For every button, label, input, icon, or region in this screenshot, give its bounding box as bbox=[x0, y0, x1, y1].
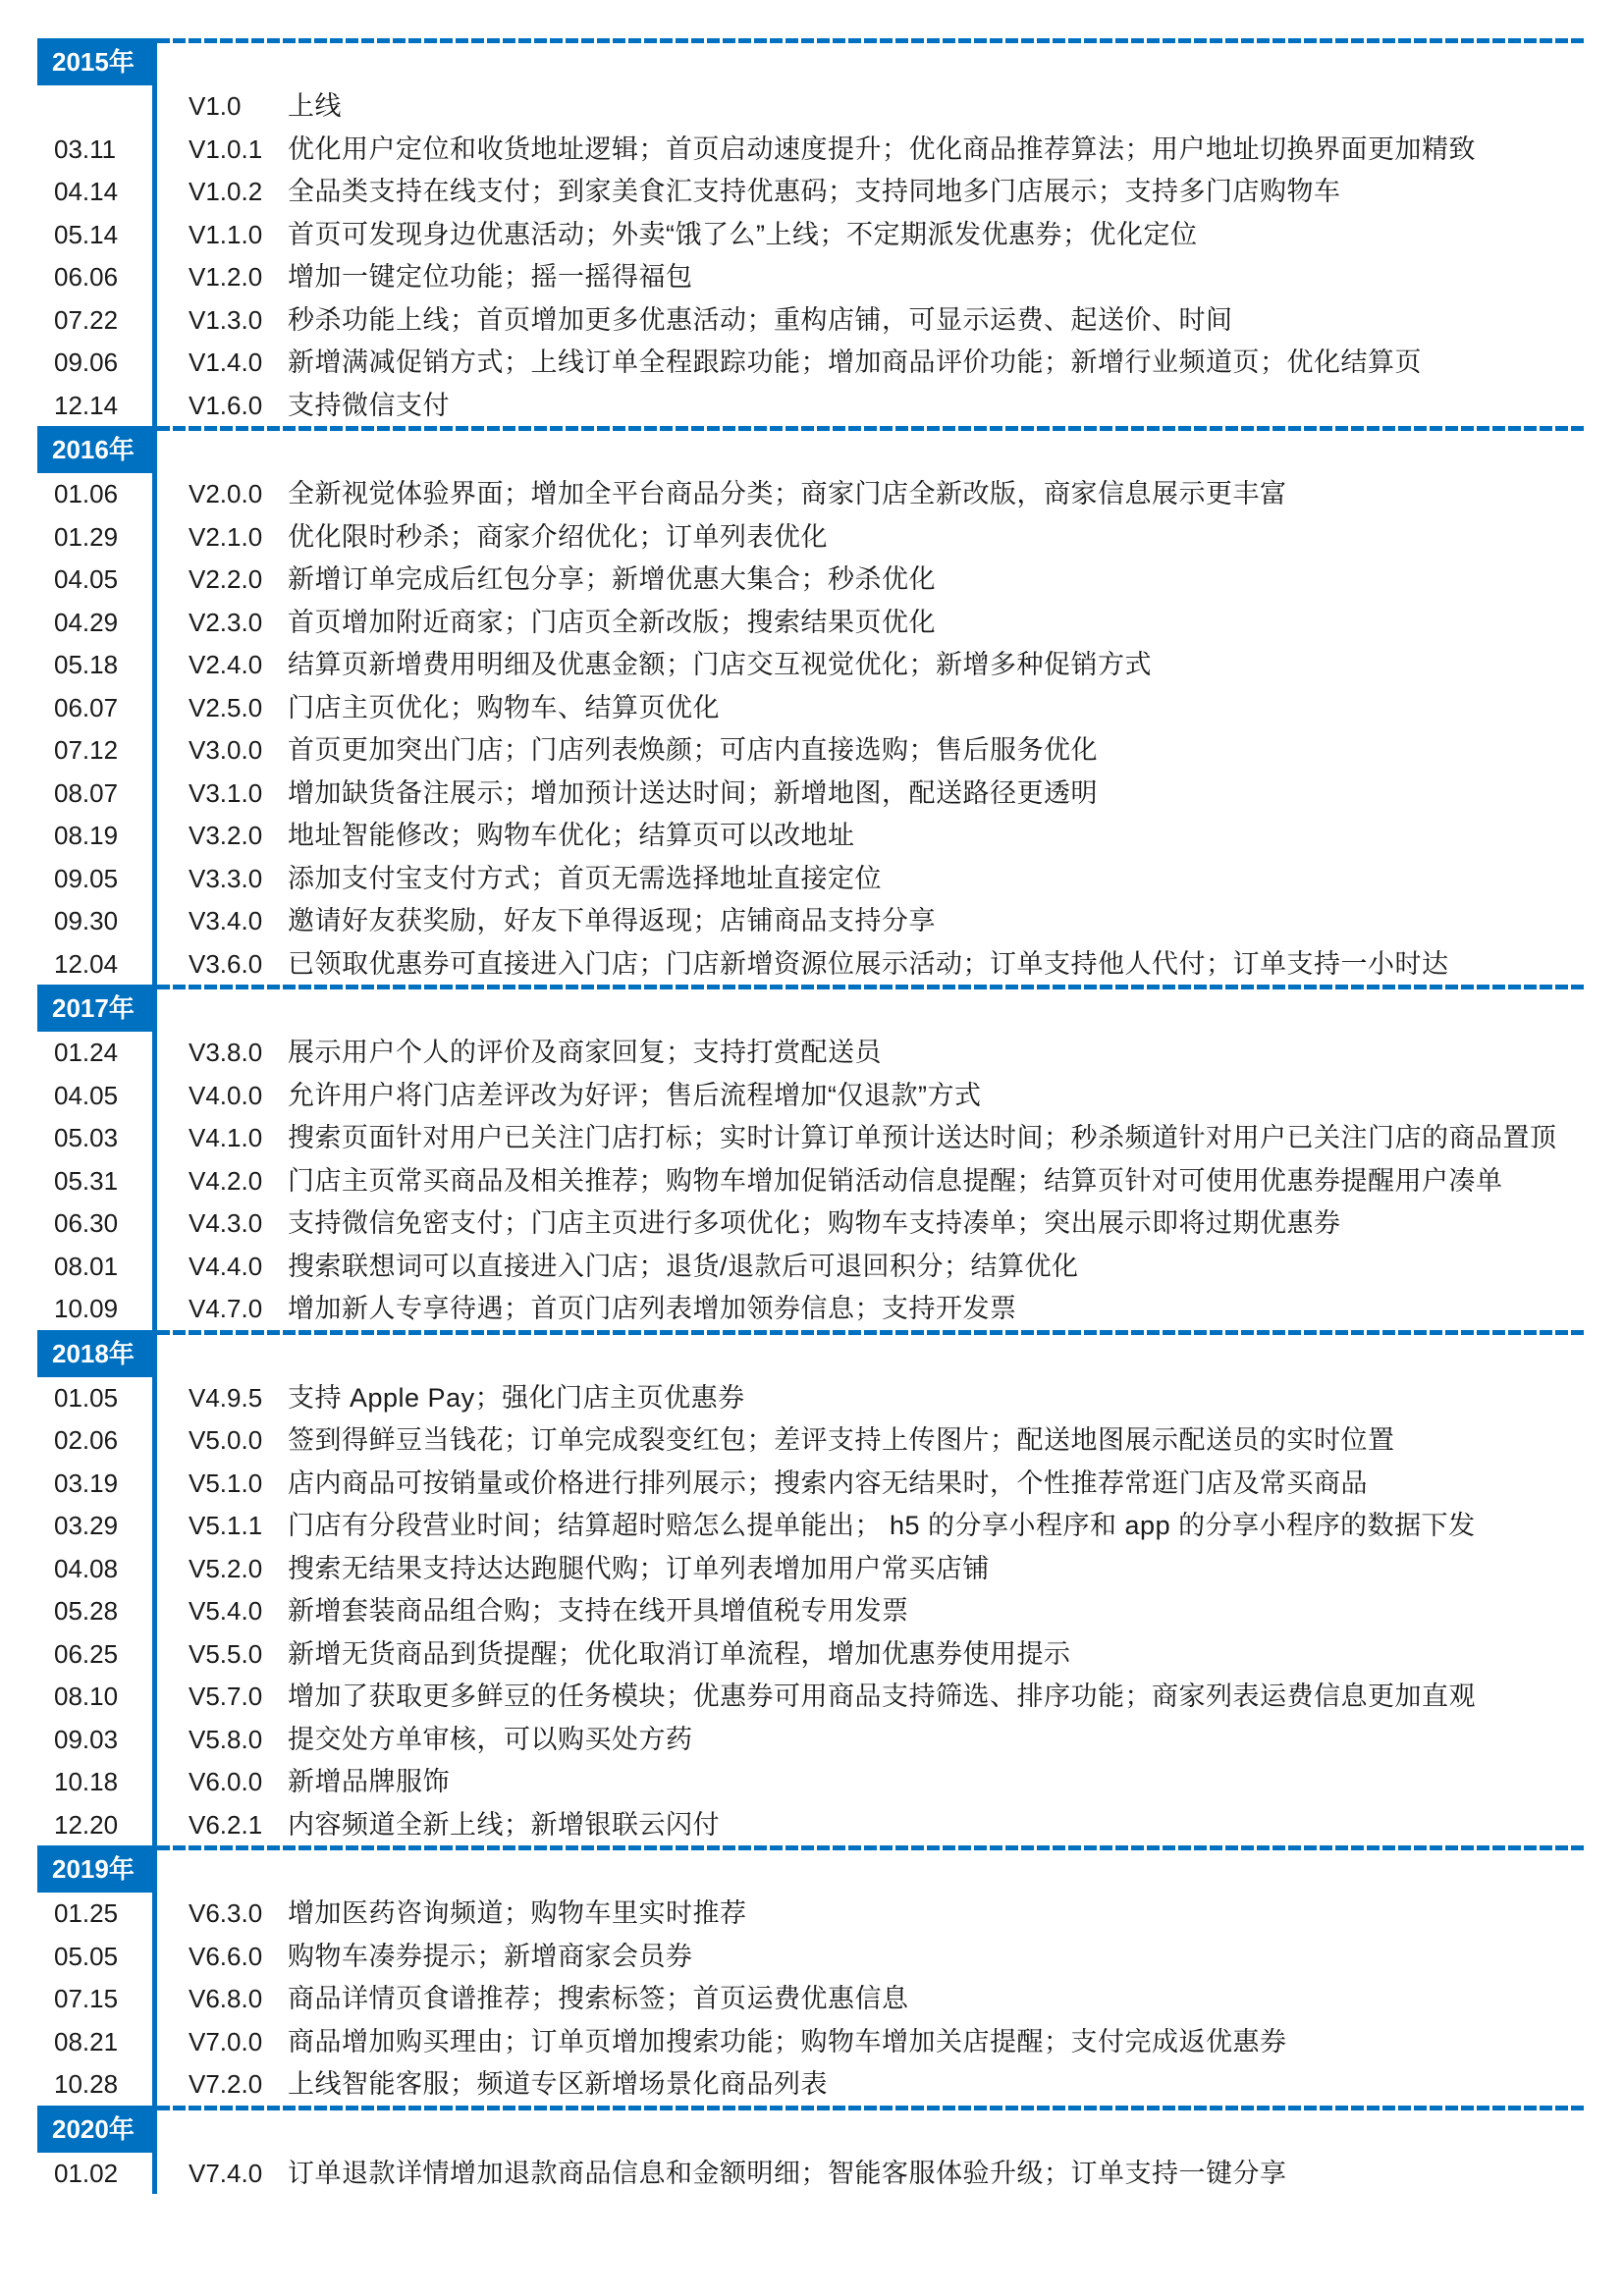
entry-date: 07.22 bbox=[54, 304, 119, 335]
entry-date: 04.08 bbox=[54, 1553, 119, 1583]
entry-description: 签到得鲜豆当钱花；订单完成裂变红包；差评支持上传图片；配送地图展示配送员的实时位置 bbox=[288, 1425, 1395, 1455]
entry-version: V5.7.0 bbox=[189, 1682, 263, 1711]
entry-description: 店内商品可按销量或价格进行排列展示；搜索内容无结果时，个性推荐常逛门店及常买商品 bbox=[288, 1468, 1368, 1498]
entry-description: 搜索无结果支持达达跑腿代购；订单列表增加用户常买店铺 bbox=[288, 1553, 990, 1583]
entry-version: V1.0.1 bbox=[189, 133, 263, 164]
timeline-entry bbox=[0, 1378, 1624, 1417]
entry-date: 08.10 bbox=[54, 1682, 119, 1711]
entry-version: V3.3.0 bbox=[189, 863, 263, 893]
entry-version: V3.8.0 bbox=[189, 1038, 263, 1067]
timeline-entry bbox=[0, 215, 1624, 254]
entry-version: V2.2.0 bbox=[189, 564, 263, 594]
timeline-entry bbox=[0, 688, 1624, 727]
entry-date: 04.29 bbox=[54, 607, 119, 637]
timeline-entry bbox=[0, 2022, 1624, 2061]
entry-version: V3.4.0 bbox=[189, 906, 263, 935]
entry-description: 新增订单完成后红包分享；新增优惠大集合；秒杀优化 bbox=[288, 564, 936, 594]
entry-description: 新增无货商品到货提醒；优化取消订单流程，增加优惠券使用提示 bbox=[288, 1638, 1071, 1669]
timeline-entry bbox=[0, 1161, 1624, 1201]
entry-version: V1.0.2 bbox=[189, 177, 263, 206]
entry-description: 增加一键定位功能；摇一摇得福包 bbox=[288, 262, 693, 292]
entry-version: V4.1.0 bbox=[189, 1123, 263, 1152]
entry-version: V6.2.1 bbox=[189, 1809, 263, 1840]
entry-description: 首页更加突出门店；门店列表焕颜；可店内直接选购；售后服务优化 bbox=[288, 735, 1098, 765]
entry-version: V4.2.0 bbox=[189, 1165, 263, 1196]
entry-version: V2.3.0 bbox=[189, 607, 263, 637]
entry-description: 商品详情页食谱推荐；搜索标签；首页运费优惠信息 bbox=[288, 1984, 909, 2013]
entry-date: 04.14 bbox=[54, 177, 119, 206]
year-label: 2015年 bbox=[37, 38, 157, 85]
entry-version: V7.2.0 bbox=[189, 2069, 263, 2099]
timeline-entry bbox=[0, 1762, 1624, 1801]
year-divider-dashed-line bbox=[157, 1330, 1586, 1335]
entry-description: 上线 bbox=[288, 91, 342, 121]
entry-date: 12.14 bbox=[54, 390, 119, 420]
entry-version: V1.3.0 bbox=[189, 304, 263, 335]
timeline-entry bbox=[0, 172, 1624, 211]
timeline-entry bbox=[0, 859, 1624, 898]
timeline-entry bbox=[0, 343, 1624, 382]
year-label: 2018年 bbox=[37, 1330, 157, 1377]
entry-description: 秒杀功能上线；首页增加更多优惠活动；重构店铺，可显示运费、起送价、时间 bbox=[288, 304, 1233, 335]
entry-version: V4.4.0 bbox=[189, 1251, 263, 1281]
year-divider-dashed-line bbox=[157, 426, 1586, 431]
entry-version: V5.8.0 bbox=[189, 1724, 263, 1754]
timeline-entry bbox=[0, 1634, 1624, 1674]
entry-version: V1.1.0 bbox=[189, 219, 263, 249]
timeline-entry bbox=[0, 1420, 1624, 1460]
entry-description: 展示用户个人的评价及商家回复；支持打赏配送员 bbox=[288, 1038, 882, 1067]
entry-date: 03.29 bbox=[54, 1511, 119, 1540]
timeline-entry bbox=[0, 730, 1624, 770]
entry-date: 04.05 bbox=[54, 564, 119, 594]
entry-date: 05.31 bbox=[54, 1165, 119, 1196]
year-divider-dashed-line bbox=[157, 38, 1586, 43]
entry-version: V1.0 bbox=[189, 91, 242, 121]
year-label: 2020年 bbox=[37, 2106, 157, 2153]
entry-version: V6.8.0 bbox=[189, 1984, 263, 2013]
year-label: 2019年 bbox=[37, 1845, 157, 1893]
timeline-entry bbox=[0, 2064, 1624, 2104]
timeline-entry bbox=[0, 1247, 1624, 1286]
entry-description: 上线智能客服；频道专区新增场景化商品列表 bbox=[288, 2069, 828, 2099]
entry-version: V1.2.0 bbox=[189, 262, 263, 292]
timeline-entry bbox=[0, 603, 1624, 642]
timeline-entry bbox=[0, 1464, 1624, 1503]
entry-version: V2.0.0 bbox=[189, 479, 263, 508]
timeline-entry bbox=[0, 1677, 1624, 1716]
entry-description: 首页增加附近商家；门店页全新改版；搜索结果页优化 bbox=[288, 607, 936, 637]
entry-date: 01.29 bbox=[54, 521, 119, 552]
entry-date: 05.03 bbox=[54, 1123, 119, 1152]
entry-description: 门店有分段营业时间；结算超时赔怎么提单能出； h5 的分享小程序和 app 的分享小程序的数据下发 bbox=[288, 1511, 1476, 1540]
entry-version: V2.1.0 bbox=[189, 521, 263, 552]
entry-version: V4.3.0 bbox=[189, 1208, 263, 1238]
entry-date: 04.05 bbox=[54, 1080, 119, 1110]
entry-description: 优化限时秒杀；商家介绍优化；订单列表优化 bbox=[288, 521, 828, 552]
entry-version: V6.3.0 bbox=[189, 1898, 263, 1928]
entry-description: 已领取优惠券可直接进入门店；门店新增资源位展示活动；订单支持他人代付；订单支持一小时达 bbox=[288, 948, 1449, 979]
entry-date: 07.12 bbox=[54, 735, 119, 765]
timeline-entry bbox=[0, 86, 1624, 126]
year-label: 2017年 bbox=[37, 985, 157, 1032]
entry-date: 03.19 bbox=[54, 1468, 119, 1498]
entry-version: V6.6.0 bbox=[189, 1941, 263, 1971]
entry-date: 05.28 bbox=[54, 1596, 119, 1626]
entry-description: 支持微信免密支付；门店主页进行多项优化；购物车支持凑单；突出展示即将过期优惠券 bbox=[288, 1208, 1341, 1238]
entry-description: 结算页新增费用明细及优惠金额；门店交互视觉优化；新增多种促销方式 bbox=[288, 650, 1152, 679]
entry-date: 12.20 bbox=[54, 1809, 119, 1840]
timeline-entry bbox=[0, 1591, 1624, 1630]
year-divider-dashed-line bbox=[157, 985, 1586, 989]
entry-description: 新增套装商品组合购；支持在线开具增值税专用发票 bbox=[288, 1596, 909, 1626]
entry-version: V2.5.0 bbox=[189, 692, 263, 722]
entry-description: 优化用户定位和收货地址逻辑；首页启动速度提升；优化商品推荐算法；用户地址切换界面更加精致 bbox=[288, 133, 1476, 164]
entry-description: 内容频道全新上线；新增银联云闪付 bbox=[288, 1809, 720, 1840]
timeline-entry bbox=[0, 1720, 1624, 1759]
entry-description: 增加了获取更多鲜豆的任务模块；优惠券可用商品支持筛选、排序功能；商家列表运费信息更加直观 bbox=[288, 1682, 1476, 1711]
entry-version: V3.1.0 bbox=[189, 777, 263, 808]
entry-version: V7.0.0 bbox=[189, 2026, 263, 2056]
timeline-entry bbox=[0, 2154, 1624, 2193]
entry-version: V5.1.1 bbox=[189, 1511, 263, 1540]
timeline-entry bbox=[0, 130, 1624, 169]
entry-version: V3.0.0 bbox=[189, 735, 263, 765]
entry-date: 05.05 bbox=[54, 1941, 119, 1971]
entry-date: 10.28 bbox=[54, 2069, 119, 2099]
timeline-entry bbox=[0, 1289, 1624, 1328]
year-divider-dashed-line bbox=[157, 1845, 1586, 1850]
entry-version: V6.0.0 bbox=[189, 1767, 263, 1796]
entry-version: V5.0.0 bbox=[189, 1425, 263, 1455]
timeline-entry bbox=[0, 1203, 1624, 1243]
timeline-entry bbox=[0, 560, 1624, 599]
year-label: 2016年 bbox=[37, 426, 157, 473]
entry-description: 全新视觉体验界面；增加全平台商品分类；商家门店全新改版，商家信息展示更丰富 bbox=[288, 479, 1287, 508]
entry-version: V2.4.0 bbox=[189, 650, 263, 679]
timeline-entry bbox=[0, 816, 1624, 855]
entry-description: 支持微信支付 bbox=[288, 390, 450, 420]
timeline-entry bbox=[0, 1805, 1624, 1844]
entry-date: 09.06 bbox=[54, 347, 119, 377]
entry-description: 首页可发现身边优惠活动；外卖“饿了么”上线；不定期派发优惠券；优化定位 bbox=[288, 219, 1198, 249]
timeline-entry bbox=[0, 1549, 1624, 1588]
entry-description: 商品增加购买理由；订单页增加搜索功能；购物车增加关店提醒；支付完成返优惠券 bbox=[288, 2026, 1287, 2056]
timeline-entry bbox=[0, 944, 1624, 984]
entry-description: 搜索联想词可以直接进入门店；退货/退款后可退回积分；结算优化 bbox=[288, 1251, 1079, 1281]
entry-description: 搜索页面针对用户已关注门店打标；实时计算订单预计送达时间；秒杀频道针对用户已关注门店的商品置顶 bbox=[288, 1123, 1557, 1152]
timeline-entry bbox=[0, 1506, 1624, 1545]
entry-date: 01.24 bbox=[54, 1038, 119, 1067]
timeline-entry bbox=[0, 517, 1624, 557]
entry-description: 邀请好友获奖励，好友下单得返现；店铺商品支持分享 bbox=[288, 906, 936, 935]
entry-version: V5.2.0 bbox=[189, 1553, 263, 1583]
entry-version: V3.6.0 bbox=[189, 948, 263, 979]
entry-description: 增加医药咨询频道；购物车里实时推荐 bbox=[288, 1898, 747, 1928]
timeline-entry bbox=[0, 386, 1624, 425]
timeline-entry bbox=[0, 1033, 1624, 1072]
entry-version: V5.1.0 bbox=[189, 1468, 263, 1498]
entry-description: 门店主页优化；购物车、结算页优化 bbox=[288, 692, 720, 722]
year-divider-dashed-line bbox=[157, 2106, 1586, 2110]
entry-date: 01.25 bbox=[54, 1898, 119, 1928]
timeline-entry bbox=[0, 257, 1624, 296]
entry-date: 03.11 bbox=[54, 133, 117, 164]
entry-version: V1.6.0 bbox=[189, 390, 263, 420]
timeline-entry bbox=[0, 1937, 1624, 1976]
entry-date: 06.25 bbox=[54, 1638, 119, 1669]
entry-description: 支持 Apple Pay；强化门店主页优惠券 bbox=[288, 1382, 745, 1413]
entry-version: V1.4.0 bbox=[189, 347, 263, 377]
entry-date: 02.06 bbox=[54, 1425, 119, 1455]
entry-date: 06.06 bbox=[54, 262, 119, 292]
entry-date: 08.19 bbox=[54, 821, 119, 850]
entry-date: 08.21 bbox=[54, 2026, 119, 2056]
timeline-entry bbox=[0, 300, 1624, 340]
entry-description: 门店主页常买商品及相关推荐；购物车增加促销活动信息提醒；结算页针对可使用优惠券提醒用户凑单 bbox=[288, 1165, 1503, 1196]
entry-date: 06.07 bbox=[54, 692, 119, 722]
entry-date: 12.04 bbox=[54, 948, 119, 979]
entry-date: 01.06 bbox=[54, 479, 119, 508]
entry-version: V4.7.0 bbox=[189, 1294, 263, 1323]
entry-description: 添加支付宝支付方式；首页无需选择地址直接定位 bbox=[288, 863, 882, 893]
entry-description: 允许用户将门店差评改为好评；售后流程增加“仅退款”方式 bbox=[288, 1080, 982, 1110]
entry-version: V7.4.0 bbox=[189, 2158, 263, 2188]
entry-date: 10.18 bbox=[54, 1767, 119, 1796]
timeline-entry bbox=[0, 645, 1624, 684]
entry-description: 订单退款详情增加退款商品信息和金额明细；智能客服体验升级；订单支持一键分享 bbox=[288, 2158, 1287, 2188]
entry-date: 10.09 bbox=[54, 1294, 119, 1323]
entry-date: 08.07 bbox=[54, 777, 119, 808]
entry-date: 05.14 bbox=[54, 219, 119, 249]
timeline-entry bbox=[0, 1076, 1624, 1115]
entry-description: 新增满减促销方式；上线订单全程跟踪功能；增加商品评价功能；新增行业频道页；优化结算页 bbox=[288, 347, 1422, 377]
timeline-entry bbox=[0, 1979, 1624, 2018]
entry-version: V5.5.0 bbox=[189, 1638, 263, 1669]
timeline-entry bbox=[0, 474, 1624, 513]
entry-version: V3.2.0 bbox=[189, 821, 263, 850]
entry-version: V4.9.5 bbox=[189, 1382, 263, 1413]
timeline-entry bbox=[0, 774, 1624, 813]
entry-description: 新增品牌服饰 bbox=[288, 1767, 450, 1796]
entry-date: 08.01 bbox=[54, 1251, 119, 1281]
entry-description: 地址智能修改；购物车优化；结算页可以改地址 bbox=[288, 821, 855, 850]
entry-description: 增加新人专享待遇；首页门店列表增加领券信息；支持开发票 bbox=[288, 1294, 1017, 1323]
entry-description: 购物车凑券提示；新增商家会员券 bbox=[288, 1941, 693, 1971]
entry-description: 增加缺货备注展示；增加预计送达时间；新增地图，配送路径更透明 bbox=[288, 777, 1098, 808]
entry-date: 09.30 bbox=[54, 906, 119, 935]
entry-date: 01.02 bbox=[54, 2158, 119, 2188]
timeline-entry bbox=[0, 901, 1624, 940]
entry-version: V4.0.0 bbox=[189, 1080, 263, 1110]
entry-date: 01.05 bbox=[54, 1382, 119, 1413]
timeline-entry bbox=[0, 1894, 1624, 1933]
entry-description: 提交处方单审核，可以购买处方药 bbox=[288, 1724, 693, 1754]
entry-date: 05.18 bbox=[54, 650, 119, 679]
entry-date: 09.05 bbox=[54, 863, 119, 893]
entry-version: V5.4.0 bbox=[189, 1596, 263, 1626]
timeline-entry bbox=[0, 1118, 1624, 1157]
entry-description: 全品类支持在线支付；到家美食汇支持优惠码；支持同地多门店展示；支持多门店购物车 bbox=[288, 177, 1341, 206]
entry-date: 09.03 bbox=[54, 1724, 119, 1754]
entry-date: 07.15 bbox=[54, 1984, 119, 2013]
entry-date: 06.30 bbox=[54, 1208, 119, 1238]
